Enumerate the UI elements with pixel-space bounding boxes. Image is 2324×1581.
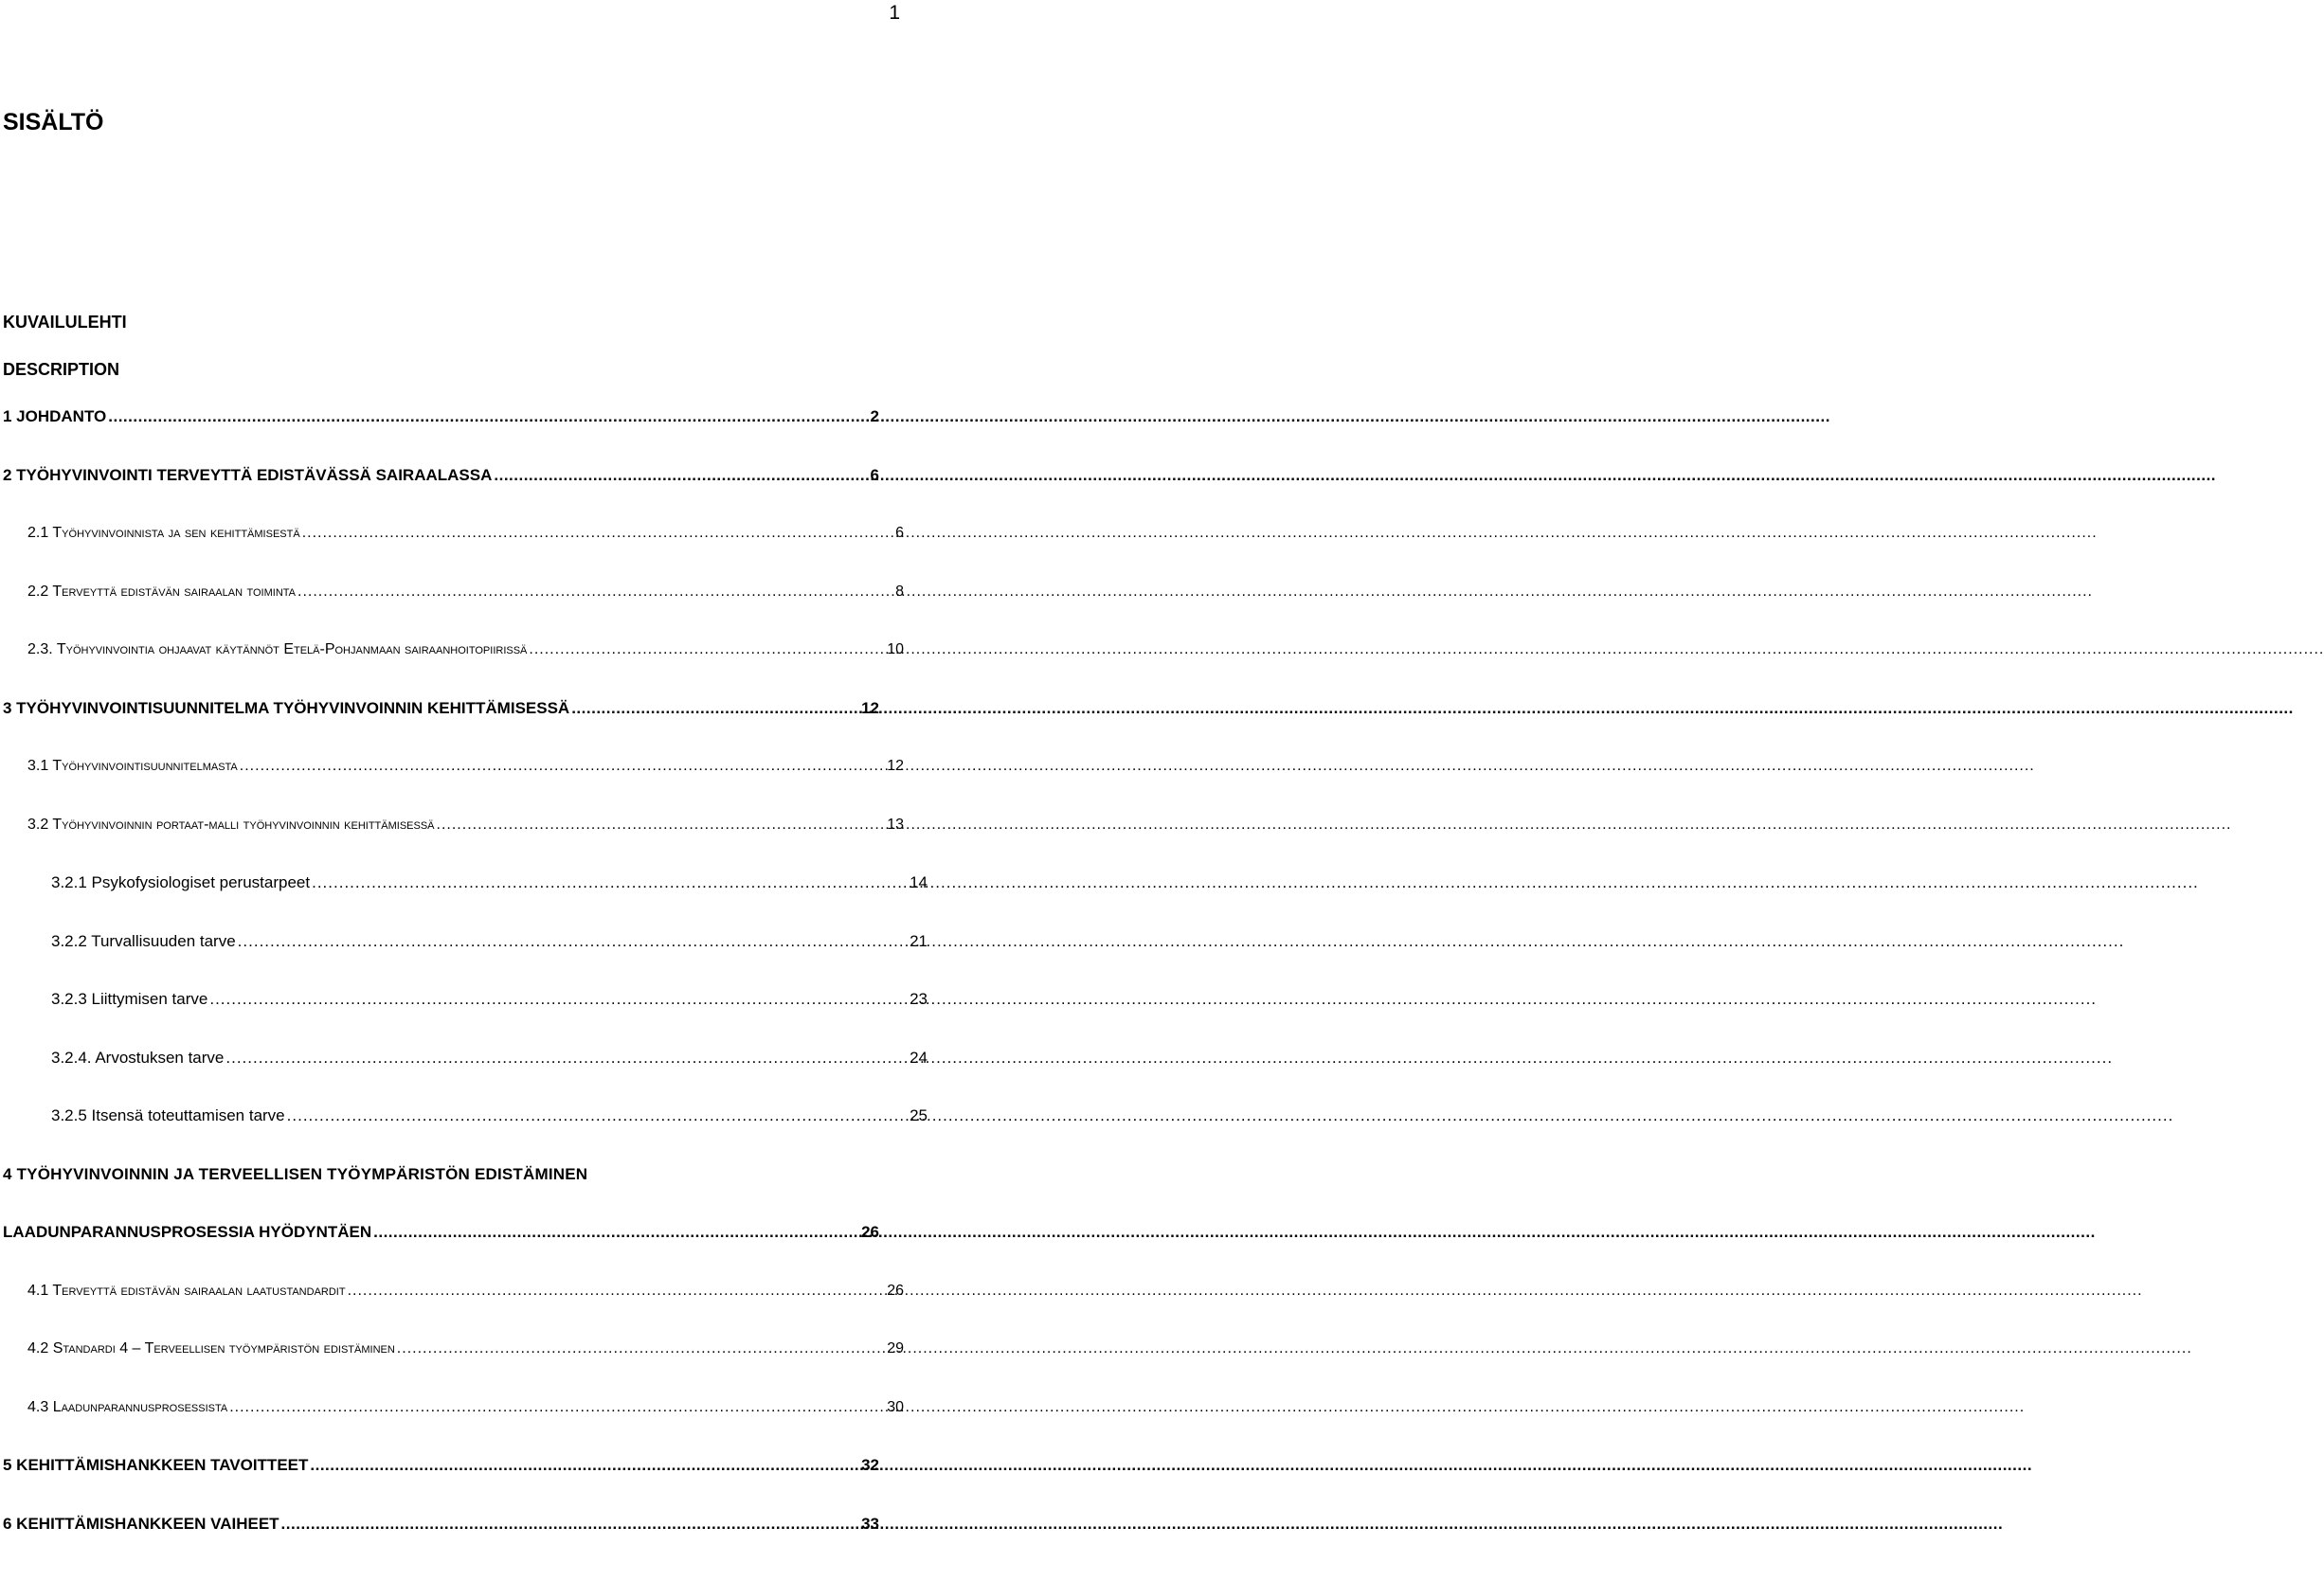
toc-leader-dots [238, 932, 908, 951]
toc-entry-4-2[interactable] [0, 1339, 904, 1357]
toc-entry-3-2-1[interactable] [0, 873, 928, 892]
toc-entry-page: 10 [887, 641, 904, 657]
toc-entry-page: 6 [870, 465, 879, 484]
toc-entry-page: 12 [861, 698, 879, 717]
toc-entry-label: 3.1 Työhyvinvointisuunnitelmasta [27, 758, 238, 774]
toc-entry-4[interactable] [0, 1223, 879, 1242]
toc-entry-3-2-4[interactable] [0, 1049, 928, 1068]
toc-leader-dots [312, 873, 908, 892]
page-number: 1 [889, 2, 900, 24]
toc-entry-label: 3 TYÖHYVINVOINTISUUNNITELMA TYÖHYVINVOINNIN KEHITTÄMISESSÄ [3, 698, 570, 717]
toc-entry-6[interactable] [0, 1515, 879, 1534]
toc-entry-4-3[interactable] [0, 1398, 904, 1416]
toc-entry-page: 13 [887, 816, 904, 833]
toc-entry-2-1[interactable] [0, 524, 904, 542]
toc-entry-label: 3.2.5 Itsensä toteuttamisen tarve [51, 1106, 285, 1124]
toc-leader-dots [302, 524, 893, 542]
toc-entry-label: 2.1 Työhyvinvoinnista ja sen kehittämisestä [27, 525, 300, 541]
toc-entry-3-2-3[interactable] [0, 990, 928, 1009]
toc-entry-4-1[interactable] [0, 1282, 904, 1300]
toc-leader-dots [494, 466, 868, 485]
toc-entry-label: 2.3. Työhyvinvointia ohjaavat käytännöt Etelä-Pohjanmaan sairaanhoitopiirissä [27, 641, 528, 657]
toc-entry-page: 26 [861, 1223, 879, 1241]
toc-entry-2[interactable] [0, 466, 879, 485]
toc-entry-2-2[interactable] [0, 583, 904, 601]
toc-entry-page: 24 [910, 1048, 928, 1067]
toc-entry-1[interactable] [0, 407, 879, 426]
toc-entry-page: 29 [887, 1340, 904, 1356]
toc-entry-3-1[interactable] [0, 757, 904, 775]
toc-entry-page: 26 [887, 1282, 904, 1299]
toc-entry-label: 3.2 Työhyvinvoinnin portaat-malli työhyvinvoinnin kehittämisessä [27, 816, 435, 833]
toc-entry-label: 4.3 Laadunparannusprosessista [27, 1398, 228, 1415]
toc-entry-page: 32 [861, 1456, 879, 1474]
toc-leader-dots [240, 757, 885, 775]
toc-entry-label: 1 JOHDANTO [3, 407, 107, 425]
toc-leader-dots [108, 407, 868, 426]
toc-entry-3-2-2[interactable] [0, 932, 928, 951]
toc-unnumbered-description[interactable]: DESCRIPTION [3, 360, 120, 379]
toc-entry-label: 2 TYÖHYVINVOINTI TERVEYTTÄ EDISTÄVÄSSÄ SAIRAALASSA [3, 465, 493, 484]
toc-entry-3-2[interactable] [0, 816, 904, 834]
toc-entry-page: 23 [910, 990, 928, 1008]
toc-entry-page: 21 [910, 931, 928, 950]
toc-leader-dots [297, 583, 893, 601]
toc-leader-dots [209, 990, 908, 1009]
toc-entry-page: 8 [895, 583, 904, 600]
toc-entry-page: 12 [887, 758, 904, 774]
toc-entry-label: 4.2 Standardi 4 – Terveellisen työympäristön edistäminen [27, 1340, 395, 1356]
toc-leader-dots [529, 640, 885, 658]
toc-entry-3-2-5[interactable] [0, 1106, 928, 1125]
toc-entry-5[interactable] [0, 1456, 879, 1475]
toc-entry-label: 3.2.4. Arvostuksen tarve [51, 1048, 225, 1067]
toc-entry-page: 2 [870, 407, 879, 425]
toc-entry-label: 5 KEHITTÄMISHANKKEEN TAVOITTEET [3, 1456, 309, 1474]
toc-entry-page: 30 [887, 1398, 904, 1415]
toc-entry-page: 33 [861, 1514, 879, 1533]
toc-entry-4-line1[interactable]: 4 TYÖHYVINVOINNIN JA TERVEELLISEN TYÖYMPÄRISTÖN EDISTÄMINEN [3, 1164, 588, 1183]
toc-leader-dots [287, 1106, 908, 1125]
toc-unnumbered-kuvailulehti[interactable]: KUVAILULEHTI [3, 313, 127, 332]
toc-entry-page: 6 [895, 525, 904, 541]
toc-leader-dots [310, 1456, 859, 1475]
toc-entry-label: 4.1 Terveyttä edistävän sairaalan laatustandardit [27, 1282, 346, 1299]
toc-entry-2-3[interactable] [0, 640, 904, 658]
toc-leader-dots [397, 1339, 885, 1357]
toc-leader-dots [225, 1049, 908, 1068]
toc-entry-label: 3.2.3 Liittymisen tarve [51, 990, 208, 1008]
toc-entry-label: 2.2 Terveyttä edistävän sairaalan toiminta [27, 583, 297, 600]
toc-entry-page: 25 [910, 1106, 928, 1124]
toc-leader-dots [571, 699, 859, 718]
toc-entry-label: 3.2.1 Psykofysiologiset perustarpeet [51, 873, 311, 891]
toc-leader-dots [281, 1515, 860, 1534]
toc-leader-dots [229, 1398, 885, 1416]
toc-title: SISÄLTÖ [3, 109, 104, 135]
toc-leader-dots [373, 1223, 859, 1242]
toc-entry-page: 14 [910, 873, 928, 891]
toc-entry-label: 3.2.2 Turvallisuuden tarve [51, 931, 236, 950]
toc-entry-label: 6 KEHITTÄMISHANKKEEN VAIHEET [3, 1514, 279, 1533]
toc-entry-label: LAADUNPARANNUSPROSESSIA HYÖDYNTÄEN [3, 1223, 372, 1241]
toc-leader-dots [437, 816, 886, 834]
toc-entry-3[interactable] [0, 699, 879, 718]
toc-leader-dots [348, 1282, 886, 1300]
